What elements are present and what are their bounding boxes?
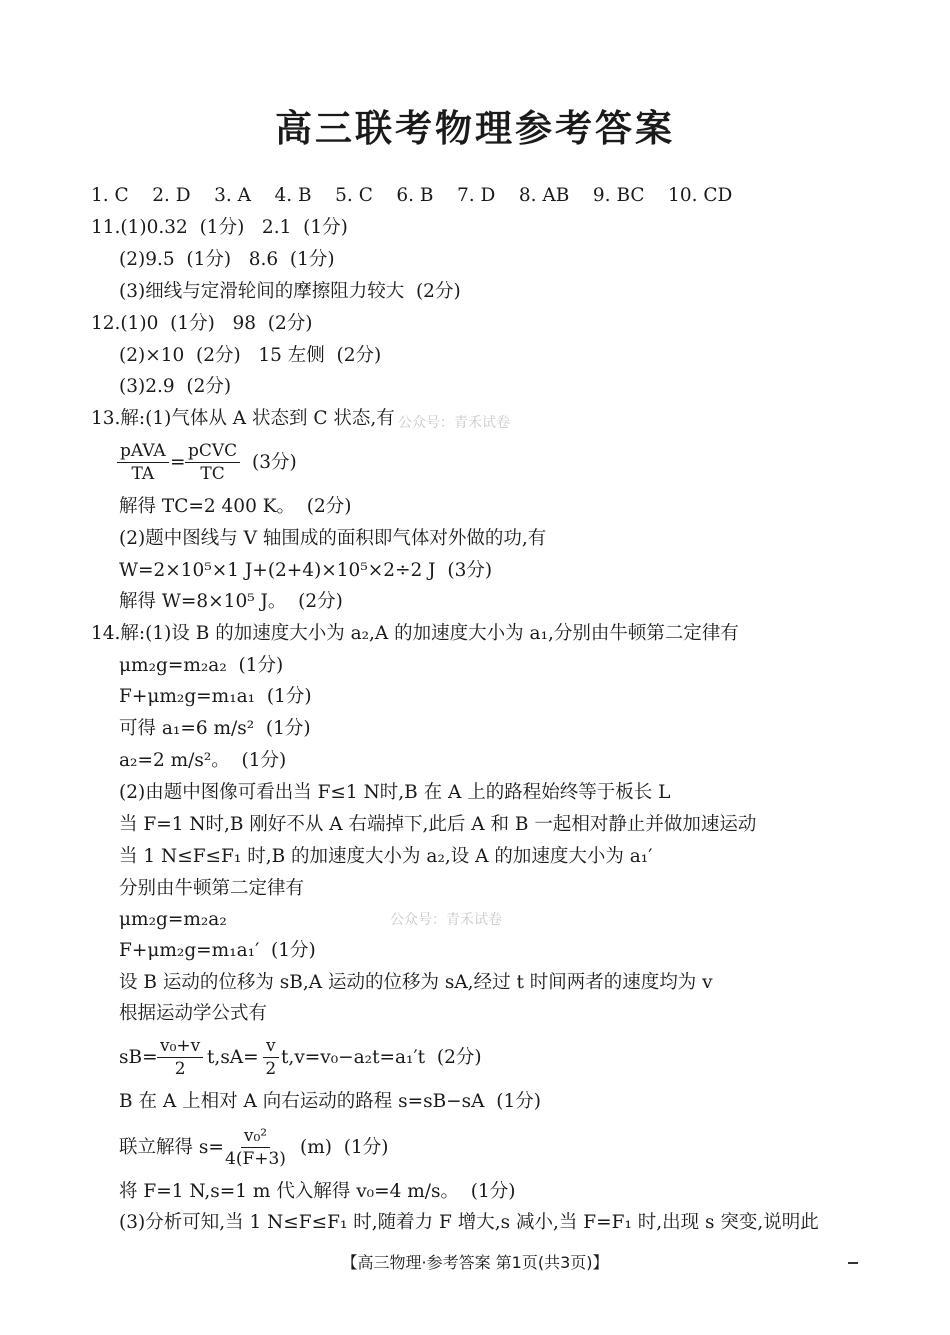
fraction-numerator: pAVA bbox=[117, 441, 169, 463]
q11-line-2: (2)9.5 (1分) 8.6 (1分) bbox=[119, 249, 335, 270]
q12-line-3: (3)2.9 (2分) bbox=[119, 376, 232, 397]
fraction-denominator: TC bbox=[200, 464, 225, 484]
q14-eq1-fraction bbox=[157, 1036, 203, 1079]
q14-line-18: (3)分析可知,当 1 N≤F≤F₁ 时,随着力 F 增大,s 减小,当 F=F₁ 时,出现 s 突变,说明此 bbox=[119, 1212, 819, 1233]
q11-line-1: 11.(1)0.32 (1分) 2.1 (1分) bbox=[91, 217, 348, 238]
q14-line-6: (2)由题中图像可看出当 F≤1 N时,B 在 A 上的路程始终等于板长 L bbox=[119, 782, 671, 803]
q14-line-1: 14.解:(1)设 B 的加速度大小为 a₂,A 的加速度大小为 a₁,分别由牛顿第二定律有 bbox=[91, 623, 739, 644]
q13-line-6: 解得 W=8×10⁵ J。 (2分) bbox=[119, 591, 343, 612]
q14-eq1-fraction-2 bbox=[263, 1036, 279, 1079]
page-footer: 【高三物理·参考答案 第1页(共3页)】 bbox=[341, 1253, 609, 1272]
q14-line-10: μm₂g=m₂a₂ bbox=[119, 909, 227, 930]
q14-line-15: B 在 A 上相对 A 向右运动的路程 s=sB−sA (1分) bbox=[119, 1091, 542, 1112]
q14-eq2-prefix: 联立解得 s= bbox=[119, 1137, 224, 1158]
fraction-numerator: v₀² bbox=[241, 1126, 270, 1148]
fraction-numerator: v₀+v bbox=[157, 1036, 203, 1058]
q14-line-2: μm₂g=m₂a₂ (1分) bbox=[119, 655, 284, 676]
watermark: 公众号：青禾试卷 bbox=[390, 912, 502, 928]
q13-fraction-left bbox=[117, 441, 169, 484]
q13-line-1: 13.解:(1)气体从 A 状态到 C 状态,有 bbox=[91, 408, 395, 429]
q14-eq1-middle: t,sA= bbox=[207, 1047, 259, 1068]
choice-answers: 1. C 2. D 3. A 4. B 5. C 6. B 7. D 8. AB 9. BC 10. CD bbox=[91, 185, 733, 206]
fraction-numerator: pCVC bbox=[185, 441, 240, 463]
q14-line-8: 当 1 N≤F≤F₁ 时,B 的加速度大小为 a₂,设 A 的加速度大小为 a₁′ bbox=[119, 846, 653, 867]
equals-sign: = bbox=[170, 452, 186, 473]
q13-line-3: 解得 TC=2 400 K。 (2分) bbox=[119, 496, 352, 517]
q12-line-2: (2)×10 (2分) 15 左侧 (2分) bbox=[119, 345, 382, 366]
q14-line-3: F+μm₂g=m₁a₁ (1分) bbox=[119, 686, 312, 707]
q13-fraction-score: (3分) bbox=[252, 452, 297, 473]
corner-mark bbox=[848, 1262, 858, 1264]
fraction-denominator: 2 bbox=[174, 1059, 186, 1079]
q11-line-3: (3)细线与定滑轮间的摩擦阻力较大 (2分) bbox=[119, 281, 461, 302]
fraction-denominator: 4(F+3) bbox=[225, 1149, 286, 1169]
q14-line-5: a₂=2 m/s²。 (1分) bbox=[119, 750, 287, 771]
q14-eq1-prefix: sB= bbox=[119, 1047, 158, 1068]
q13-line-4: (2)题中图线与 V 轴围成的面积即气体对外做的功,有 bbox=[119, 528, 547, 549]
q14-line-17: 将 F=1 N,s=1 m 代入解得 v₀=4 m/s。 (1分) bbox=[119, 1181, 516, 1202]
fraction-denominator: TA bbox=[131, 464, 155, 484]
q14-eq2-tail: (m) (1分) bbox=[300, 1137, 389, 1158]
q14-eq1-tail: t,v=v₀−a₂t=a₁′t (2分) bbox=[281, 1047, 482, 1068]
q14-line-9: 分别由牛顿第二定律有 bbox=[119, 878, 305, 899]
watermark: 公众号：青禾试卷 bbox=[398, 415, 510, 431]
q13-fraction-right bbox=[185, 441, 240, 484]
q14-line-7: 当 F=1 N时,B 刚好不从 A 右端掉下,此后 A 和 B 一起相对静止并做加速运动 bbox=[119, 814, 757, 835]
q14-line-13: 根据运动学公式有 bbox=[119, 1003, 268, 1024]
q14-line-12: 设 B 运动的位移为 sB,A 运动的位移为 sA,经过 t 时间两者的速度均为 v bbox=[119, 972, 713, 993]
q14-eq2-fraction bbox=[225, 1126, 286, 1169]
q14-line-11: F+μm₂g=m₁a₁′ (1分) bbox=[119, 940, 316, 961]
q12-line-1: 12.(1)0 (1分) 98 (2分) bbox=[91, 313, 313, 334]
fraction-numerator: v bbox=[263, 1036, 279, 1058]
q13-line-5: W=2×10⁵×1 J+(2+4)×10⁵×2÷2 J (3分) bbox=[119, 560, 493, 581]
fraction-denominator: 2 bbox=[265, 1059, 277, 1079]
page-title: 高三联考物理参考答案 bbox=[275, 107, 675, 150]
q14-line-4: 可得 a₁=6 m/s² (1分) bbox=[119, 718, 311, 739]
